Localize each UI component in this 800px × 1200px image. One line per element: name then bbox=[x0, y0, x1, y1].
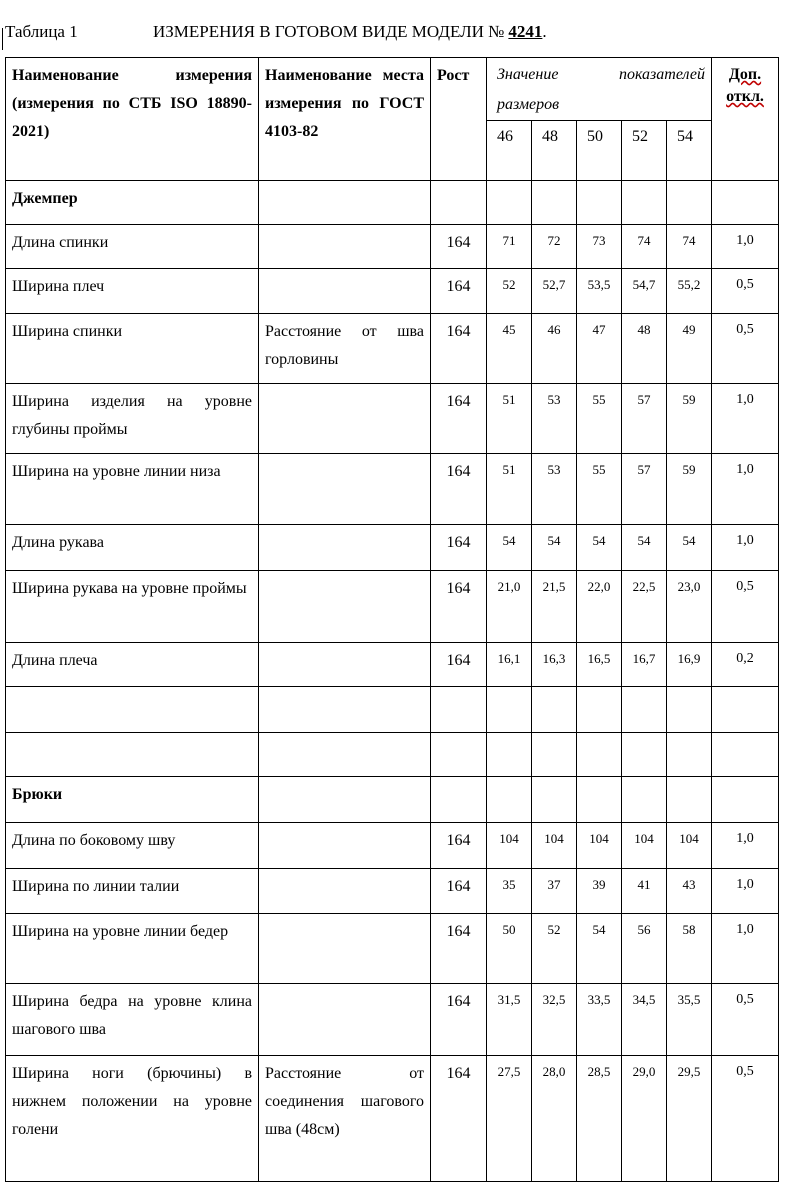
measurements-table bbox=[5, 57, 779, 1182]
height-value: 164 bbox=[431, 384, 487, 454]
size-value: 104 bbox=[667, 823, 712, 869]
size-value: 31,5 bbox=[487, 984, 532, 1056]
tolerance-value: 1,0 bbox=[712, 454, 779, 525]
height-value: 164 bbox=[431, 454, 487, 525]
size-value: 59 bbox=[667, 384, 712, 454]
measurement-place bbox=[259, 984, 430, 988]
caption-period: . bbox=[542, 22, 547, 41]
size-value: 104 bbox=[577, 823, 622, 869]
height-value: 164 bbox=[431, 269, 487, 314]
measurement-name: Ширина рукава на уровне проймы bbox=[12, 580, 247, 597]
size-value: 46 bbox=[532, 314, 577, 384]
size-value: 54 bbox=[622, 525, 667, 571]
table-row bbox=[6, 314, 779, 384]
section-title: Брюки bbox=[12, 786, 63, 803]
tolerance-value: 0,5 bbox=[712, 1056, 779, 1182]
header-height: Рост bbox=[431, 58, 487, 181]
size-value: 37 bbox=[532, 869, 577, 914]
size-value: 104 bbox=[532, 823, 577, 869]
measurement-place bbox=[259, 225, 430, 229]
size-46: 46 bbox=[487, 121, 532, 181]
measurement-name: Ширина плеч bbox=[12, 278, 105, 295]
size-value: 50 bbox=[487, 914, 532, 984]
height-value: 164 bbox=[431, 571, 487, 643]
height-value: 164 bbox=[431, 914, 487, 984]
measurement-place bbox=[259, 525, 430, 529]
height-value: 164 bbox=[431, 643, 487, 687]
size-value: 52 bbox=[487, 269, 532, 314]
tolerance-value: 1,0 bbox=[712, 384, 779, 454]
size-value: 54 bbox=[487, 525, 532, 571]
size-value: 22,0 bbox=[577, 571, 622, 643]
size-value: 48 bbox=[622, 314, 667, 384]
size-value: 16,5 bbox=[577, 643, 622, 687]
height-value: 164 bbox=[431, 869, 487, 914]
size-value: 21,0 bbox=[487, 571, 532, 643]
empty-row bbox=[6, 687, 779, 733]
size-value: 55,2 bbox=[667, 269, 712, 314]
size-value: 74 bbox=[667, 225, 712, 269]
table-row bbox=[6, 525, 779, 571]
measurement-place bbox=[259, 269, 430, 273]
size-value: 53,5 bbox=[577, 269, 622, 314]
height-value: 164 bbox=[431, 1056, 487, 1182]
size-value: 45 bbox=[487, 314, 532, 384]
header-measurement-place: Наименование места измерения по ГОСТ 4103-82 bbox=[259, 58, 431, 181]
size-value: 72 bbox=[532, 225, 577, 269]
tolerance-value: 1,0 bbox=[712, 914, 779, 984]
table-row bbox=[6, 869, 779, 914]
height-value: 164 bbox=[431, 525, 487, 571]
size-value: 74 bbox=[622, 225, 667, 269]
measurement-place bbox=[259, 384, 430, 388]
size-52: 52 bbox=[622, 121, 667, 181]
size-value: 53 bbox=[532, 454, 577, 525]
size-value: 55 bbox=[577, 454, 622, 525]
size-value: 52 bbox=[532, 914, 577, 984]
table-row bbox=[6, 643, 779, 687]
size-54: 54 bbox=[667, 121, 712, 181]
section-row-jumper bbox=[6, 181, 779, 225]
measurement-place bbox=[259, 869, 430, 873]
table-label: Таблица 1 bbox=[5, 22, 78, 41]
size-value: 33,5 bbox=[577, 984, 622, 1056]
header-row bbox=[6, 58, 779, 121]
size-value: 27,5 bbox=[487, 1056, 532, 1182]
measurement-name: Ширина спинки bbox=[12, 323, 123, 340]
measurement-name: Длина плеча bbox=[12, 652, 98, 669]
size-value: 35,5 bbox=[667, 984, 712, 1056]
size-value: 54,7 bbox=[622, 269, 667, 314]
size-value: 73 bbox=[577, 225, 622, 269]
height-value: 164 bbox=[431, 823, 487, 869]
size-value: 16,1 bbox=[487, 643, 532, 687]
table-row bbox=[6, 984, 779, 1056]
tolerance-value: 1,0 bbox=[712, 525, 779, 571]
size-value: 54 bbox=[577, 914, 622, 984]
tolerance-value: 0,5 bbox=[712, 314, 779, 384]
tolerance-value: 0,2 bbox=[712, 643, 779, 687]
model-number: 4241 bbox=[508, 22, 543, 41]
size-value: 57 bbox=[622, 384, 667, 454]
size-value: 47 bbox=[577, 314, 622, 384]
height-value: 164 bbox=[431, 225, 487, 269]
measurement-place bbox=[259, 823, 430, 827]
size-value: 39 bbox=[577, 869, 622, 914]
measurement-name: Длина по боковому шву bbox=[12, 832, 176, 849]
measurement-name: Ширина на уровне линии низа bbox=[12, 463, 221, 480]
measurement-place bbox=[259, 571, 430, 575]
measurement-name: Ширина ноги (брючины) в нижнем положении на уровне голени bbox=[12, 1065, 252, 1138]
cursor-marker bbox=[2, 28, 3, 50]
size-value: 16,7 bbox=[622, 643, 667, 687]
height-value: 164 bbox=[431, 984, 487, 1056]
measurement-place bbox=[259, 454, 430, 458]
tolerance-value: 1,0 bbox=[712, 823, 779, 869]
size-value: 51 bbox=[487, 384, 532, 454]
size-value: 23,0 bbox=[667, 571, 712, 643]
size-value: 35 bbox=[487, 869, 532, 914]
size-value: 53 bbox=[532, 384, 577, 454]
size-value: 16,9 bbox=[667, 643, 712, 687]
size-value: 28,5 bbox=[577, 1056, 622, 1182]
size-value: 16,3 bbox=[532, 643, 577, 687]
empty-row bbox=[6, 733, 779, 777]
header-tolerance: Доп. откл. bbox=[712, 58, 779, 181]
size-value: 71 bbox=[487, 225, 532, 269]
size-value: 49 bbox=[667, 314, 712, 384]
tolerance-value: 0,5 bbox=[712, 269, 779, 314]
size-48: 48 bbox=[532, 121, 577, 181]
tolerance-value: 0,5 bbox=[712, 571, 779, 643]
table-title: ИЗМЕРЕНИЯ В ГОТОВОМ ВИДЕ МОДЕЛИ № bbox=[153, 22, 505, 41]
table-row bbox=[6, 914, 779, 984]
table-row bbox=[6, 225, 779, 269]
measurement-name: Ширина бедра на уровне клина шагового шва bbox=[12, 993, 252, 1038]
size-value: 34,5 bbox=[622, 984, 667, 1056]
tolerance-value: 1,0 bbox=[712, 869, 779, 914]
size-value: 104 bbox=[487, 823, 532, 869]
measurement-name: Длина рукава bbox=[12, 534, 104, 551]
tolerance-value: 1,0 bbox=[712, 225, 779, 269]
size-value: 41 bbox=[622, 869, 667, 914]
measurement-place: Расстояние от соединения шагового шва (48см) bbox=[265, 1065, 424, 1138]
size-value: 59 bbox=[667, 454, 712, 525]
size-value: 21,5 bbox=[532, 571, 577, 643]
tolerance-value: 0,5 bbox=[712, 984, 779, 1056]
size-value: 57 bbox=[622, 454, 667, 525]
measurement-name: Ширина изделия на уровне глубины проймы bbox=[12, 393, 252, 438]
table-row bbox=[6, 454, 779, 525]
table-row bbox=[6, 571, 779, 643]
section-title: Джемпер bbox=[12, 190, 78, 207]
size-value: 29,0 bbox=[622, 1056, 667, 1182]
size-value: 32,5 bbox=[532, 984, 577, 1056]
size-value: 58 bbox=[667, 914, 712, 984]
size-value: 22,5 bbox=[622, 571, 667, 643]
measurement-name: Ширина на уровне линии бедер bbox=[12, 923, 229, 940]
table-row bbox=[6, 1056, 779, 1182]
size-value: 104 bbox=[622, 823, 667, 869]
measurement-name: Длина спинки bbox=[12, 234, 109, 251]
size-value: 51 bbox=[487, 454, 532, 525]
size-value: 54 bbox=[532, 525, 577, 571]
size-value: 54 bbox=[667, 525, 712, 571]
measurement-place bbox=[259, 914, 430, 918]
table-row bbox=[6, 384, 779, 454]
size-value: 29,5 bbox=[667, 1056, 712, 1182]
size-value: 52,7 bbox=[532, 269, 577, 314]
table-row bbox=[6, 823, 779, 869]
section-row-trousers bbox=[6, 777, 779, 823]
measurement-place: Расстояние от шва горловины bbox=[265, 323, 424, 368]
size-value: 28,0 bbox=[532, 1056, 577, 1182]
measurement-place bbox=[259, 643, 430, 647]
header-measurement-name: Наименование измерения (измерения по СТБ ISO 18890-2021) bbox=[6, 58, 259, 181]
size-value: 54 bbox=[577, 525, 622, 571]
table-caption bbox=[5, 22, 547, 42]
size-value: 43 bbox=[667, 869, 712, 914]
measurement-name: Ширина по линии талии bbox=[12, 878, 180, 895]
height-value: 164 bbox=[431, 314, 487, 384]
size-50: 50 bbox=[577, 121, 622, 181]
size-value: 56 bbox=[622, 914, 667, 984]
table-row bbox=[6, 269, 779, 314]
header-size-values: Значение показателей размеров bbox=[487, 58, 712, 121]
size-value: 55 bbox=[577, 384, 622, 454]
